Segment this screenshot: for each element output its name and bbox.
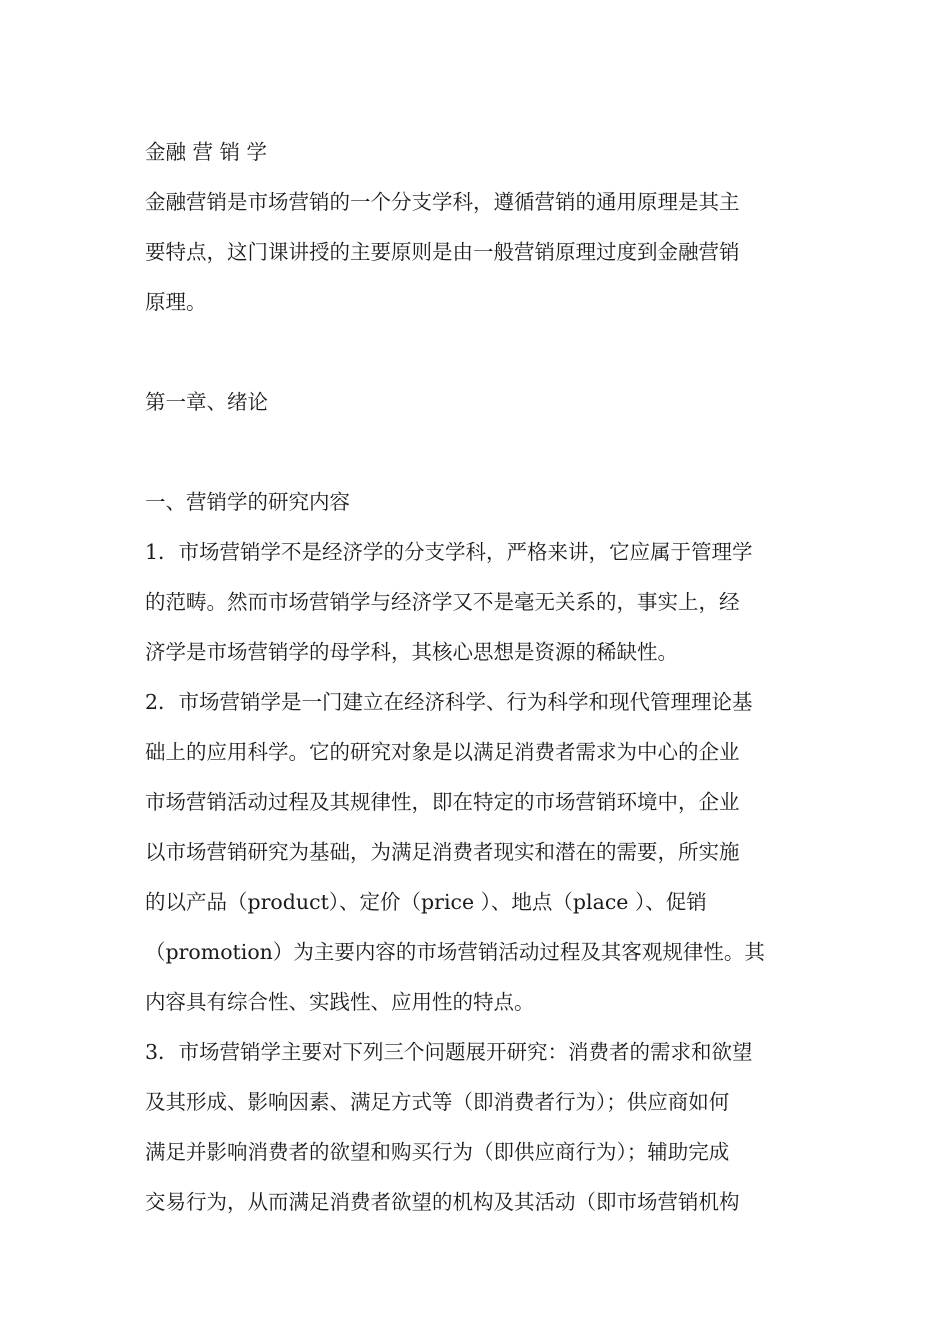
paragraph-2-line: 以市场营销研究为基础，为满足消费者现实和潜在的需要，所实施 (145, 840, 740, 864)
intro-line: 金融营销是市场营销的一个分支学科，遵循营销的通用原理是其主 (145, 190, 740, 214)
paragraph-2-line: 础上的应用科学。它的研究对象是以满足消费者需求为中心的企业 (145, 740, 740, 764)
paragraph-2-line: 2．市场营销学是一门建立在经济科学、行为科学和现代管理理论基 (145, 690, 753, 714)
paragraph-2-line: 内容具有综合性、实践性、应用性的特点。 (145, 990, 535, 1014)
paragraph-3-line: 交易行为，从而满足消费者欲望的机构及其活动（即市场营销机构 (145, 1190, 740, 1214)
paragraph-3-line: 及其形成、影响因素、满足方式等（即消费者行为）；供应商如何 (145, 1090, 730, 1114)
section-heading: 一、营销学的研究内容 (145, 490, 350, 514)
chapter-heading: 第一章、绪论 (145, 390, 268, 414)
paragraph-1-line: 1．市场营销学不是经济学的分支学科，严格来讲，它应属于管理学 (145, 540, 753, 564)
paragraph-2-line: （promotion）为主要内容的市场营销活动过程及其客观规律性。其 (145, 940, 765, 964)
paragraph-2-line: 的以产品（product）、定价（price ）、地点（place ）、促销 (145, 890, 707, 914)
paragraph-1-line: 济学是市场营销学的母学科，其核心思想是资源的稀缺性。 (145, 640, 678, 664)
blank-line (145, 427, 810, 477)
document-body (145, 127, 810, 1227)
intro-line: 要特点，这门课讲授的主要原则是由一般营销原理过度到金融营销 (145, 240, 740, 264)
document-title: 金融 营 销 学 (145, 140, 268, 164)
paragraph-3-line: 3．市场营销学主要对下列三个问题展开研究：消费者的需求和欲望 (145, 1040, 753, 1064)
paragraph-2-line: 市场营销活动过程及其规律性，即在特定的市场营销环境中，企业 (145, 790, 740, 814)
paragraph-1-line: 的范畴。然而市场营销学与经济学又不是毫无关系的，事实上，经 (145, 590, 740, 614)
blank-line (145, 327, 810, 377)
intro-line: 原理。 (145, 290, 207, 314)
paragraph-3-line: 满足并影响消费者的欲望和购买行为（即供应商行为）；辅助完成 (145, 1140, 730, 1164)
